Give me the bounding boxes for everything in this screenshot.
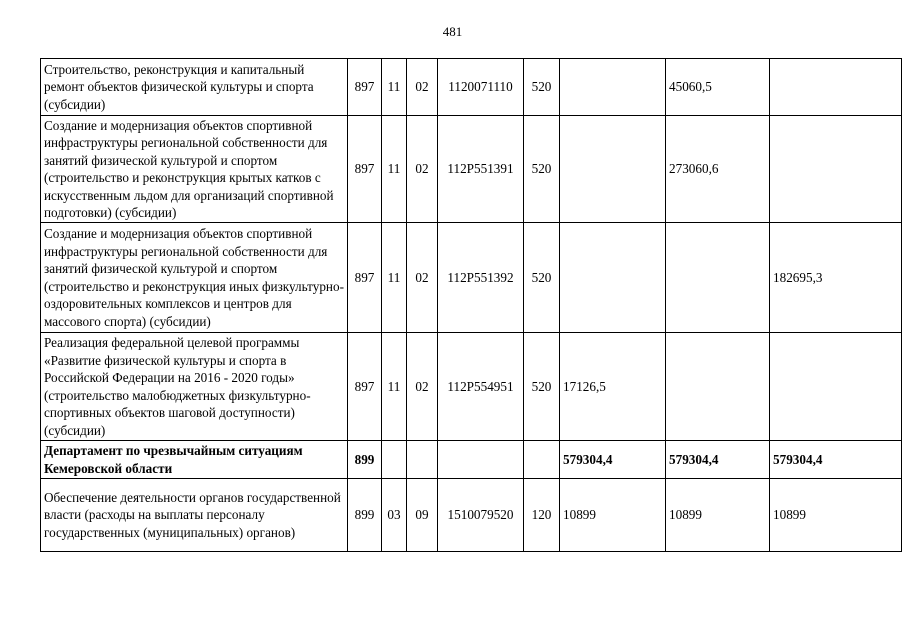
amount-year-2: 579304,4 xyxy=(666,441,770,479)
subsection-code xyxy=(407,441,438,479)
ministry-code: 899 xyxy=(348,441,382,479)
target-article-code: 112P551391 xyxy=(438,116,524,223)
subsection-code: 02 xyxy=(407,223,438,333)
target-article-code: 112P551392 xyxy=(438,223,524,333)
expense-type-code: 520 xyxy=(524,59,560,116)
amount-year-2 xyxy=(666,333,770,441)
amount-year-3: 182695,3 xyxy=(770,223,902,333)
expense-type-code xyxy=(524,441,560,479)
table-row xyxy=(41,333,902,441)
amount-year-1 xyxy=(560,116,666,223)
section-code: 11 xyxy=(382,116,407,223)
amount-year-3: 10899 xyxy=(770,479,902,552)
section-code: 11 xyxy=(382,333,407,441)
target-article-code: 112P554951 xyxy=(438,333,524,441)
row-description: Департамент по чрезвычайным ситуациям Кемеровской области xyxy=(41,441,348,479)
ministry-code: 897 xyxy=(348,223,382,333)
row-description: Обеспечение деятельности органов государственной власти (расходы на выплаты персоналу государственных (муниципальных) органов) xyxy=(41,479,348,552)
budget-table xyxy=(40,58,902,552)
subsection-code: 09 xyxy=(407,479,438,552)
amount-year-3 xyxy=(770,116,902,223)
table-row xyxy=(41,59,902,116)
page-number: 481 xyxy=(442,24,463,39)
row-description: Строительство, реконструкция и капитальный ремонт объектов физической культуры и спорта (субсидии) xyxy=(41,59,348,116)
ministry-code: 899 xyxy=(348,479,382,552)
table-row xyxy=(41,223,902,333)
amount-year-1 xyxy=(560,59,666,116)
subsection-code: 02 xyxy=(407,333,438,441)
subsection-code: 02 xyxy=(407,59,438,116)
amount-year-2: 10899 xyxy=(666,479,770,552)
expense-type-code: 520 xyxy=(524,333,560,441)
table-row-department xyxy=(41,441,902,479)
amount-year-3: 579304,4 xyxy=(770,441,902,479)
row-description: Реализация федеральной целевой программы «Развитие физической культуры и спорта в Российской Федерации на 2016 - 2020 годы» (строительство малобюджетных физкультурно-спортивных объектов шаговой доступности) (субсидии) xyxy=(41,333,348,441)
target-article-code: 1120071110 xyxy=(438,59,524,116)
subsection-code: 02 xyxy=(407,116,438,223)
amount-year-2: 45060,5 xyxy=(666,59,770,116)
row-description: Создание и модернизация объектов спортивной инфраструктуры региональной собственности для занятий физической культурой и спортом (строительство и реконструкция крытых катков с искусственным льдом для организаций спортивной подготовки) (субсидии) xyxy=(41,116,348,223)
row-description: Создание и модернизация объектов спортивной инфраструктуры региональной собственности для занятий физической культурой и спортом (строительство и реконструкция иных физкультурно-оздоровительных комплексов и центров для массового спорта) (субсидии) xyxy=(41,223,348,333)
section-code xyxy=(382,441,407,479)
expense-type-code: 520 xyxy=(524,116,560,223)
amount-year-1: 10899 xyxy=(560,479,666,552)
amount-year-2: 273060,6 xyxy=(666,116,770,223)
ministry-code: 897 xyxy=(348,333,382,441)
section-code: 11 xyxy=(382,59,407,116)
amount-year-3 xyxy=(770,333,902,441)
table-row xyxy=(41,479,902,552)
section-code: 03 xyxy=(382,479,407,552)
amount-year-2 xyxy=(666,223,770,333)
expense-type-code: 520 xyxy=(524,223,560,333)
amount-year-3 xyxy=(770,59,902,116)
amount-year-1 xyxy=(560,223,666,333)
amount-year-1: 579304,4 xyxy=(560,441,666,479)
ministry-code: 897 xyxy=(348,116,382,223)
target-article-code: 1510079520 xyxy=(438,479,524,552)
expense-type-code: 120 xyxy=(524,479,560,552)
target-article-code xyxy=(438,441,524,479)
ministry-code: 897 xyxy=(348,59,382,116)
amount-year-1: 17126,5 xyxy=(560,333,666,441)
table-row xyxy=(41,116,902,223)
section-code: 11 xyxy=(382,223,407,333)
